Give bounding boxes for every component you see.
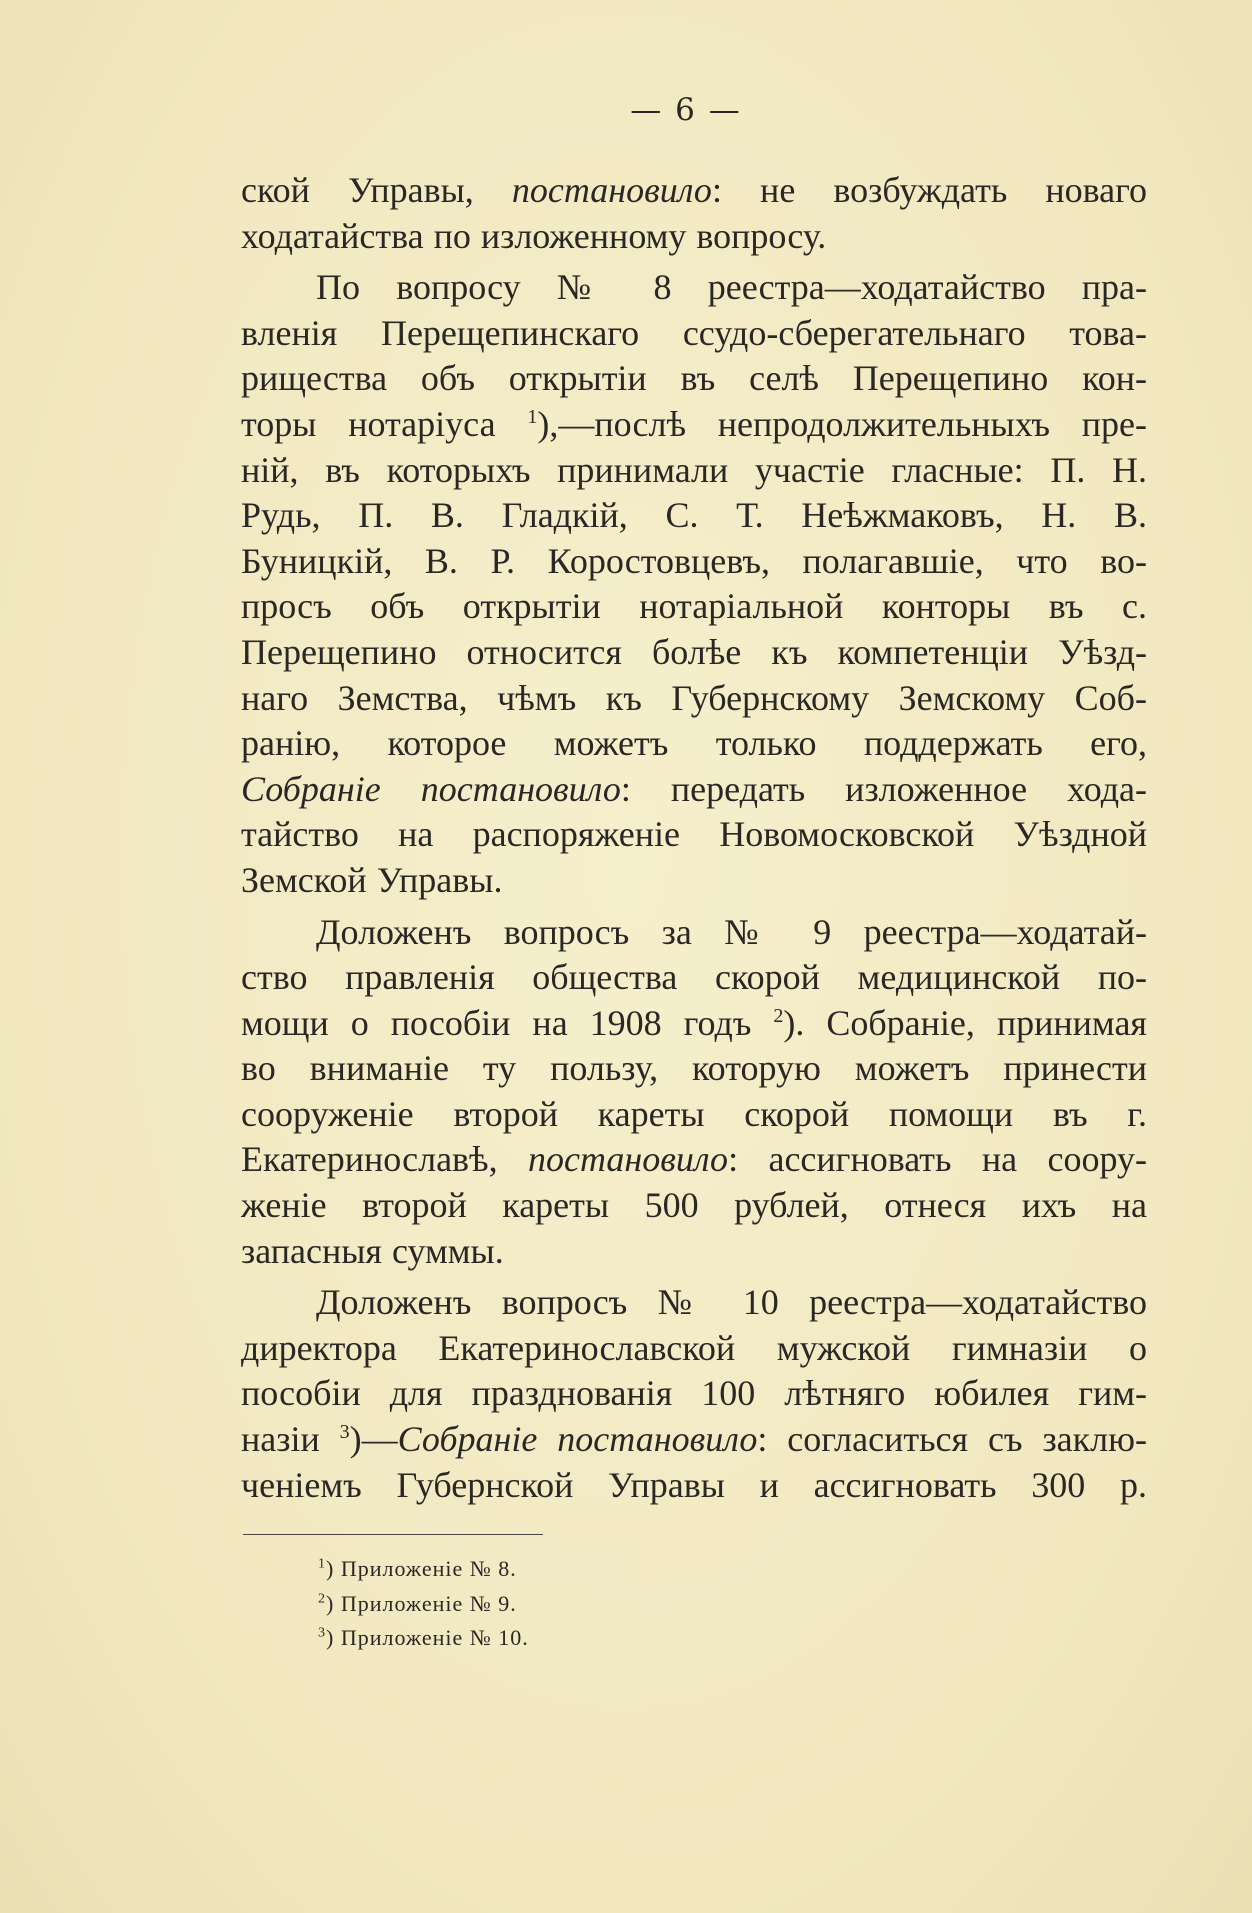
footnote-ref: 1	[527, 405, 538, 428]
emphasis: постановило	[528, 1139, 729, 1180]
page-number: — 6 —	[630, 92, 742, 128]
footnotes	[318, 1552, 529, 1656]
text-line: директора Екатеринославской мужской гимназіи о	[241, 1327, 1147, 1368]
text-line: ходатайства по изложенному вопросу.	[241, 215, 827, 256]
text-line: Собраніе постановило: передать изложенное хода-	[241, 768, 1147, 809]
text-line: Рудь, П. В. Гладкій, С. Т. Неѣжмаковъ, Н. В.	[241, 495, 1147, 536]
text-line: ранію, которое можетъ только поддержать его,	[241, 723, 1147, 764]
text-line: ской Управы, постановило: не возбуждать новаго	[241, 170, 1147, 210]
text-line: мощи о пособіи на 1908 годъ $^2$). Собраніе, принимая	[241, 1002, 1147, 1043]
footnote-ref: 3	[339, 1421, 350, 1444]
emphasis: Собраніе постановило	[397, 1419, 758, 1460]
text-line: Земской Управы.	[241, 859, 503, 900]
text-line: наго Земства, чѣмъ къ Губернскому Земскому Соб-	[241, 677, 1147, 718]
text-line: просъ объ открытіи нотаріальной конторы въ с.	[241, 586, 1147, 627]
text-line: ченіемъ Губернской Управы и ассигновать 300 р.	[241, 1464, 1147, 1505]
text-line: торы нотаріуса $^1$),—послѣ непродолжительныхъ пре-	[241, 403, 1147, 444]
footnote-divider	[243, 1534, 543, 1535]
text-line: рищества объ открытіи въ селѣ Перещепино кон-	[241, 358, 1147, 399]
text-line: назіи $^3$)—Собраніе постановило: согласиться съ заклю-	[241, 1419, 1147, 1460]
text-line: По вопросу № 8 реестра—ходатайство пра-	[316, 267, 1147, 308]
body-text	[241, 168, 1147, 1508]
footnote: $^2$) Приложеніе № 9.	[318, 1590, 517, 1616]
text-line: Перещепино относится болѣе къ компетенціи Уѣзд-	[241, 631, 1147, 672]
footnote: $^1$) Приложеніе № 8.	[318, 1556, 517, 1581]
emphasis: постановило	[511, 170, 712, 210]
text-line: пособіи для празднованія 100 лѣтняго юбилея гим-	[241, 1373, 1147, 1414]
text-line: запасныя суммы.	[241, 1230, 504, 1271]
text-line: тайство на распоряженіе Новомосковской Уѣздной	[241, 814, 1147, 855]
text-line: во вниманіе ту пользу, которую можетъ принести	[241, 1048, 1147, 1089]
footnote: $^3$) Приложеніе № 10.	[318, 1625, 529, 1650]
text-line: вленія Перещепинскаго ссудо-сберегательнаго това-	[241, 312, 1147, 353]
text-line: Буницкій, В. Р. Коростовцевъ, полагавшіе, что во-	[241, 540, 1147, 581]
text-line: Екатеринославѣ, постановило: ассигновать на соору-	[241, 1139, 1147, 1180]
emphasis: Собраніе постановило	[241, 768, 621, 809]
text-line: женіе второй кареты 500 рублей, отнеся ихъ на	[241, 1185, 1147, 1226]
text-line: Доложенъ вопросъ за № 9 реестра—ходатай-	[316, 911, 1147, 952]
text-line: ство правленія общества скорой медицинской по-	[241, 957, 1147, 998]
footnote-ref: 2	[773, 1004, 784, 1027]
text-line: ній, въ которыхъ принимали участіе гласные: П. Н.	[241, 449, 1147, 490]
text-line: сооруженіе второй кареты скорой помощи въ г.	[241, 1093, 1147, 1134]
text-line: Доложенъ вопросъ № 10 реестра—ходатайство	[316, 1282, 1147, 1323]
